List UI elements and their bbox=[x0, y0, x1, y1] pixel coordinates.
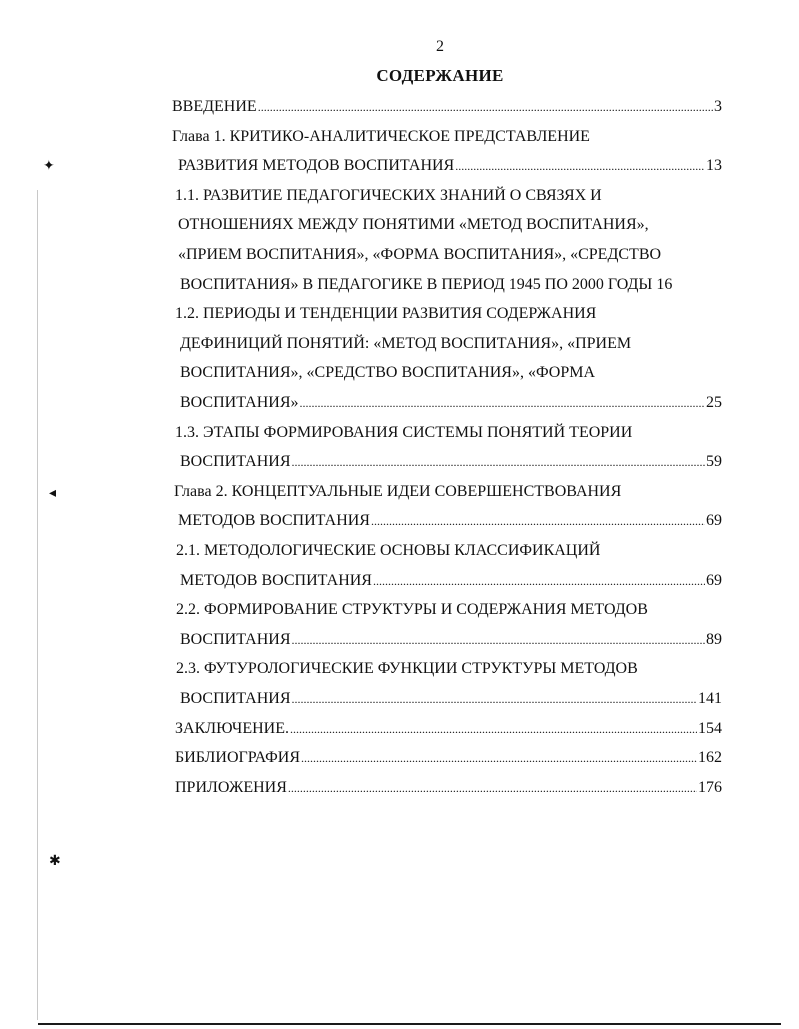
toc-entry-text: МЕТОДОВ ВОСПИТАНИЯ bbox=[178, 512, 370, 530]
toc-entry bbox=[178, 244, 661, 266]
toc-entry-page: 13 bbox=[706, 157, 722, 175]
toc-entry bbox=[175, 303, 596, 325]
toc-leader-dots bbox=[288, 777, 697, 799]
toc-entry-page: 59 bbox=[706, 453, 722, 471]
toc-entry-page: 89 bbox=[706, 630, 722, 648]
toc-entry bbox=[178, 155, 722, 177]
toc-entry bbox=[175, 718, 722, 740]
toc-entry bbox=[172, 96, 722, 118]
toc-leader-dots bbox=[258, 96, 713, 118]
page-number: 2 bbox=[436, 38, 444, 55]
toc-entry bbox=[178, 510, 722, 532]
toc-entry bbox=[180, 570, 722, 592]
toc-entry-text: ВВЕДЕНИЕ bbox=[172, 98, 257, 115]
toc-leader-dots bbox=[292, 451, 705, 473]
toc-entry bbox=[175, 777, 722, 799]
toc-entry-text: ВОСПИТАНИЯ» bbox=[180, 394, 299, 411]
toc-entry bbox=[172, 126, 590, 148]
toc-entry-text: ДЕФИНИЦИЙ ПОНЯТИЙ: «МЕТОД ВОСПИТАНИЯ», «ПРИЕМ bbox=[180, 334, 632, 352]
toc-entry bbox=[180, 333, 631, 355]
toc-entry bbox=[176, 540, 600, 562]
toc-entry-text: 1.2. ПЕРИОДЫ И ТЕНДЕНЦИИ РАЗВИТИЯ СОДЕРЖАНИЯ bbox=[175, 305, 597, 323]
toc-entry bbox=[180, 274, 672, 296]
toc-entry-page: 141 bbox=[698, 690, 722, 707]
toc-entry-text: 2.2. ФОРМИРОВАНИЕ СТРУКТУРЫ И СОДЕРЖАНИЯ МЕТОДОВ bbox=[176, 601, 648, 619]
toc-entry-text: ВОСПИТАНИЯ bbox=[180, 690, 291, 707]
scan-bottom-edge bbox=[38, 1023, 781, 1025]
scan-speck-2: ◂ bbox=[49, 485, 57, 501]
toc-entry-text: ОТНОШЕНИЯХ МЕЖДУ ПОНЯТИМИ «МЕТОД ВОСПИТАНИЯ», bbox=[178, 216, 649, 234]
toc-leader-dots bbox=[301, 747, 697, 769]
toc-entry-text: ЗАКЛЮЧЕНИЕ. bbox=[175, 719, 289, 737]
toc-entry bbox=[176, 599, 648, 621]
toc-entry-text: Глава 2. КОНЦЕПТУАЛЬНЫЕ ИДЕИ СОВЕРШЕНСТВОВАНИЯ bbox=[174, 482, 622, 500]
toc-entry-page: 69 bbox=[706, 512, 722, 530]
toc-entry-page: 25 bbox=[706, 394, 722, 411]
toc-entry bbox=[180, 392, 722, 414]
toc-entry-text: «ПРИЕМ ВОСПИТАНИЯ», «ФОРМА ВОСПИТАНИЯ», «СРЕДСТВО bbox=[178, 246, 662, 263]
toc-leader-dots bbox=[300, 392, 705, 414]
toc-entry bbox=[174, 481, 621, 503]
scan-edge-line bbox=[37, 190, 38, 1020]
toc-leader-dots bbox=[455, 155, 705, 177]
toc-entry bbox=[175, 747, 722, 769]
toc-title: СОДЕРЖАНИЕ bbox=[376, 66, 504, 85]
toc-entry-text: РАЗВИТИЯ МЕТОДОВ ВОСПИТАНИЯ bbox=[178, 157, 455, 175]
scan-speck-1: ✦ bbox=[43, 158, 55, 174]
toc-entry bbox=[180, 629, 722, 651]
toc-leader-dots bbox=[290, 718, 697, 740]
toc-entry-page: 162 bbox=[698, 749, 722, 767]
toc-leader-dots bbox=[292, 629, 705, 651]
toc-leader-dots bbox=[371, 510, 705, 532]
toc-entry-page: 154 bbox=[698, 719, 722, 737]
toc-entry-page: 176 bbox=[698, 778, 722, 796]
toc-leader-dots bbox=[292, 688, 697, 710]
toc-entry-page: 69 bbox=[706, 571, 722, 589]
toc-entry-text: 2.3. ФУТУРОЛОГИЧЕСКИЕ ФУНКЦИИ СТРУКТУРЫ МЕТОДОВ bbox=[176, 660, 638, 678]
toc-entry bbox=[175, 422, 632, 444]
toc-entry-text: 2.1. МЕТОДОЛОГИЧЕСКИЕ ОСНОВЫ КЛАССИФИКАЦИЙ bbox=[176, 542, 601, 559]
toc-entry-text: 1.1. РАЗВИТИЕ ПЕДАГОГИЧЕСКИХ ЗНАНИЙ О СВЯЗЯХ И bbox=[175, 186, 602, 204]
toc-entry-page: 3 bbox=[714, 98, 722, 115]
toc-entry bbox=[180, 362, 595, 384]
scan-speck-3: ✱ bbox=[49, 853, 61, 869]
toc-entry bbox=[180, 451, 722, 473]
toc-entry-text: ПРИЛОЖЕНИЯ bbox=[175, 778, 287, 796]
toc-entry-text: ВОСПИТАНИЯ» В ПЕДАГОГИКЕ В ПЕРИОД 1945 ПО 2000 ГОДЫ 16 bbox=[180, 275, 673, 293]
toc-entry bbox=[176, 658, 638, 680]
toc-entry-text: Глава 1. КРИТИКО-АНАЛИТИЧЕСКОЕ ПРЕДСТАВЛЕНИЕ bbox=[172, 127, 590, 145]
toc-entry bbox=[178, 214, 649, 236]
toc-entry bbox=[180, 688, 722, 710]
toc-entry-text: БИБЛИОГРАФИЯ bbox=[175, 749, 301, 767]
toc-entry-text: ВОСПИТАНИЯ bbox=[180, 453, 291, 471]
toc-entry-text: МЕТОДОВ ВОСПИТАНИЯ bbox=[180, 571, 372, 589]
toc-leader-dots bbox=[373, 570, 705, 592]
toc-entry-text: ВОСПИТАНИЯ bbox=[180, 630, 291, 648]
toc-entry-text: 1.3. ЭТАПЫ ФОРМИРОВАНИЯ СИСТЕМЫ ПОНЯТИЙ ТЕОРИИ bbox=[175, 423, 633, 441]
toc-entry bbox=[175, 185, 602, 207]
toc-entry-text: ВОСПИТАНИЯ», «СРЕДСТВО ВОСПИТАНИЯ», «ФОРМА bbox=[180, 364, 596, 382]
